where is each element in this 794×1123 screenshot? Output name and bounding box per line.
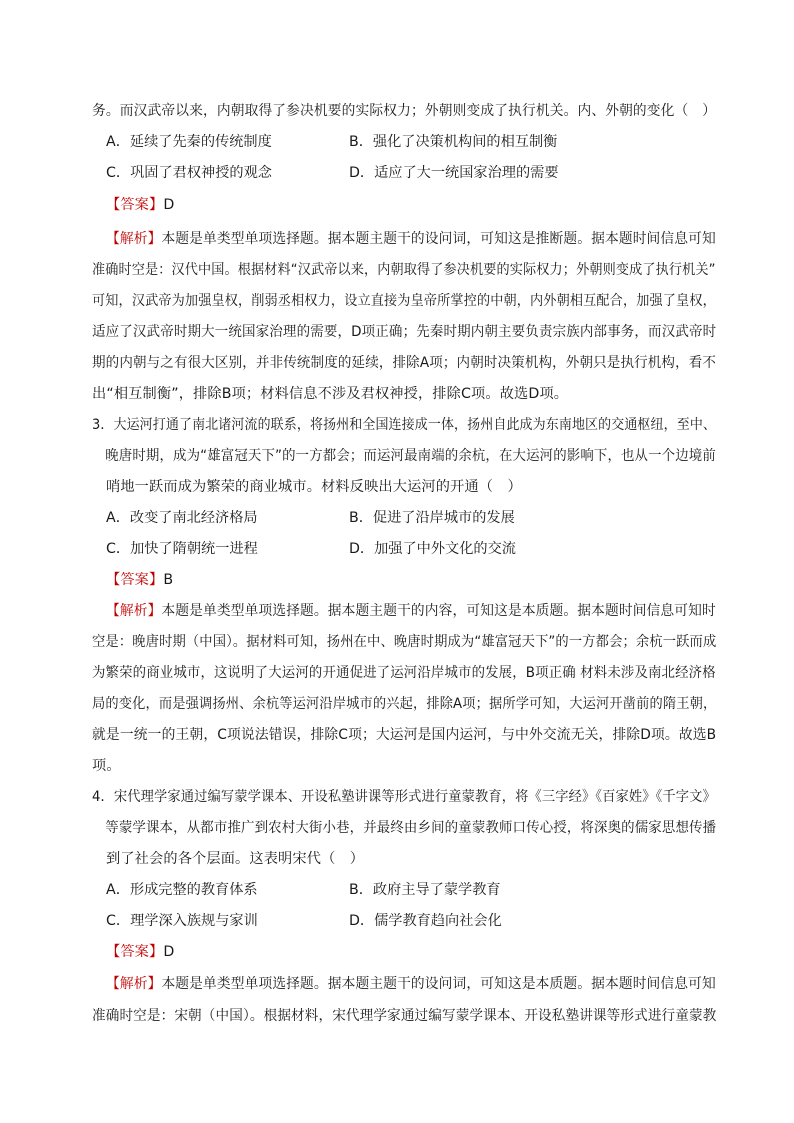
analysis-tag: 【解析】 <box>106 231 162 247</box>
analysis-text: 本题是单类型单项选择题。据本题主题干的设问词，可知这是推断题。据本题时间信息可知 <box>161 231 716 247</box>
q2-option-d: D．适应了大一统国家治理的需要 <box>349 165 559 181</box>
q3-stem-line-2: 晚唐时期，成为“雄富冠天下”的一方都会；而运河最南端的余杭，在大运河的影响下，也从一个边境前 <box>105 448 716 464</box>
q3-analysis-line-1 <box>106 601 716 621</box>
q3-analysis-line-6: 项。 <box>92 758 121 774</box>
answer-value: D <box>163 944 175 960</box>
q2-analysis-line-4: 适应了汉武帝时期大一统国家治理的需要，D项正确；先秦时期内朝主要负责宗族内部事务，而汉武帝时 <box>92 324 717 340</box>
analysis-tag: 【解析】 <box>106 976 162 992</box>
analysis-tag: 【解析】 <box>106 603 162 619</box>
q3-option-a: A．改变了南北经济格局 <box>106 510 258 526</box>
answer-value: D <box>163 197 175 213</box>
q2-analysis-line-5: 期的内朝与之有很大区别，并非传统制度的延续，排除A项；内朝时决策机构，外朝只是执行机构，看不 <box>92 355 717 371</box>
q4-option-b: B．政府主导了蒙学教育 <box>349 882 501 898</box>
q3-analysis-line-4: 局的变化，而是强调扬州、余杭等运河沿岸城市的兴起，排除A项；据所学可知，大运河开凿前的隋王朝， <box>92 696 717 712</box>
q2-option-c: C．巩固了君权神授的观念 <box>106 165 272 181</box>
answer-tag: 【答案】 <box>106 944 164 960</box>
q2-analysis-line-3: 可知，汉武帝为加强皇权，削弱丞相权力，设立直接为皇帝所掌控的中朝，内外朝相互配合，加强了皇权， <box>92 293 716 309</box>
answer-tag: 【答案】 <box>106 572 164 588</box>
q3-answer <box>106 570 173 590</box>
q3-stem-line-3: 哨地一跃而成为繁荣的商业城市。材料反映出大运河的开通（ ） <box>106 479 522 495</box>
q2-option-b: B．强化了决策机构间的相互制衡 <box>349 134 558 150</box>
q3-stem-line-1: 3．大运河打通了南北诸河流的联系，将扬州和全国连接成一体，扬州自此成为东南地区的交通枢纽，至中、 <box>92 417 717 433</box>
q4-analysis-line-2: 准确时空是：宋朝（中国）。根据材料，宋代理学家通过编写蒙学课本、开设私塾讲课等形式进行童蒙教 <box>92 1008 717 1024</box>
q3-analysis-line-5: 就是一统一的王朝，C项说法错误，排除C项；大运河是国内运河，与中外交流无关，排除D项。故选B <box>92 727 717 743</box>
analysis-text: 本题是单类型单项选择题。据本题主题干的设问词，可知这是本质题。据本题时间信息可知 <box>161 976 716 992</box>
q4-stem-line-2: 等蒙学课本，从都市推广到农村大街小巷，并最终由乡间的童蒙教师口传心授，将深奥的儒家思想传播 <box>105 820 717 836</box>
q4-option-c: C．理学深入族规与家训 <box>106 913 258 929</box>
q4-option-a: A．形成完整的教育体系 <box>106 882 258 898</box>
q4-stem-line-3: 到了社会的各个层面。这表明宋代（ ） <box>106 851 365 867</box>
answer-tag: 【答案】 <box>106 197 164 213</box>
q4-stem-line-1: 4．宋代理学家通过编写蒙学课本、开设私塾讲课等形式进行童蒙教育，将《三字经》《百家姓》《千字文》 <box>92 789 716 805</box>
analysis-text: 本题是单类型单项选择题。据本题主题干的内容，可知这是本质题。据本题时间信息可知时 <box>161 603 716 619</box>
q2-stem-continuation: 务。而汉武帝以来，内朝取得了参决机要的实际权力；外朝则变成了执行机关。内、外朝的变化（ ） <box>92 103 717 119</box>
q4-analysis-line-1 <box>106 974 716 994</box>
q3-option-c: C．加快了隋朝统一进程 <box>106 541 258 557</box>
q2-option-a: A．延续了先秦的传统制度 <box>106 134 272 150</box>
q3-option-b: B．促进了沿岸城市的发展 <box>349 510 515 526</box>
q4-answer <box>106 942 174 962</box>
q3-analysis-line-3: 为繁荣的商业城市，这说明了大运河的开通促进了运河沿岸城市的发展，B项正确 材料未涉及南北经济格 <box>92 665 716 681</box>
q2-analysis-line-2: 准确时空是：汉代中国。根据材料“汉武帝以来，内朝取得了参决机要的实际权力；外朝则变成了执行机关” <box>92 262 716 278</box>
q2-analysis-line-1 <box>106 229 716 249</box>
q3-option-d: D．加强了中外文化的交流 <box>349 541 516 557</box>
answer-value: B <box>163 572 174 588</box>
q2-analysis-line-6: 出“相互制衡”，排除B项；材料信息不涉及君权神授，排除C项。故选D项。 <box>92 386 569 402</box>
q4-option-d: D．儒学教育趋向社会化 <box>349 913 502 929</box>
q3-analysis-line-2: 空是：晚唐时期（中国）。据材料可知，扬州在中、晚唐时期成为“雄富冠天下”的一方都会；余杭一跃而成 <box>92 634 717 650</box>
q2-answer <box>106 195 174 215</box>
